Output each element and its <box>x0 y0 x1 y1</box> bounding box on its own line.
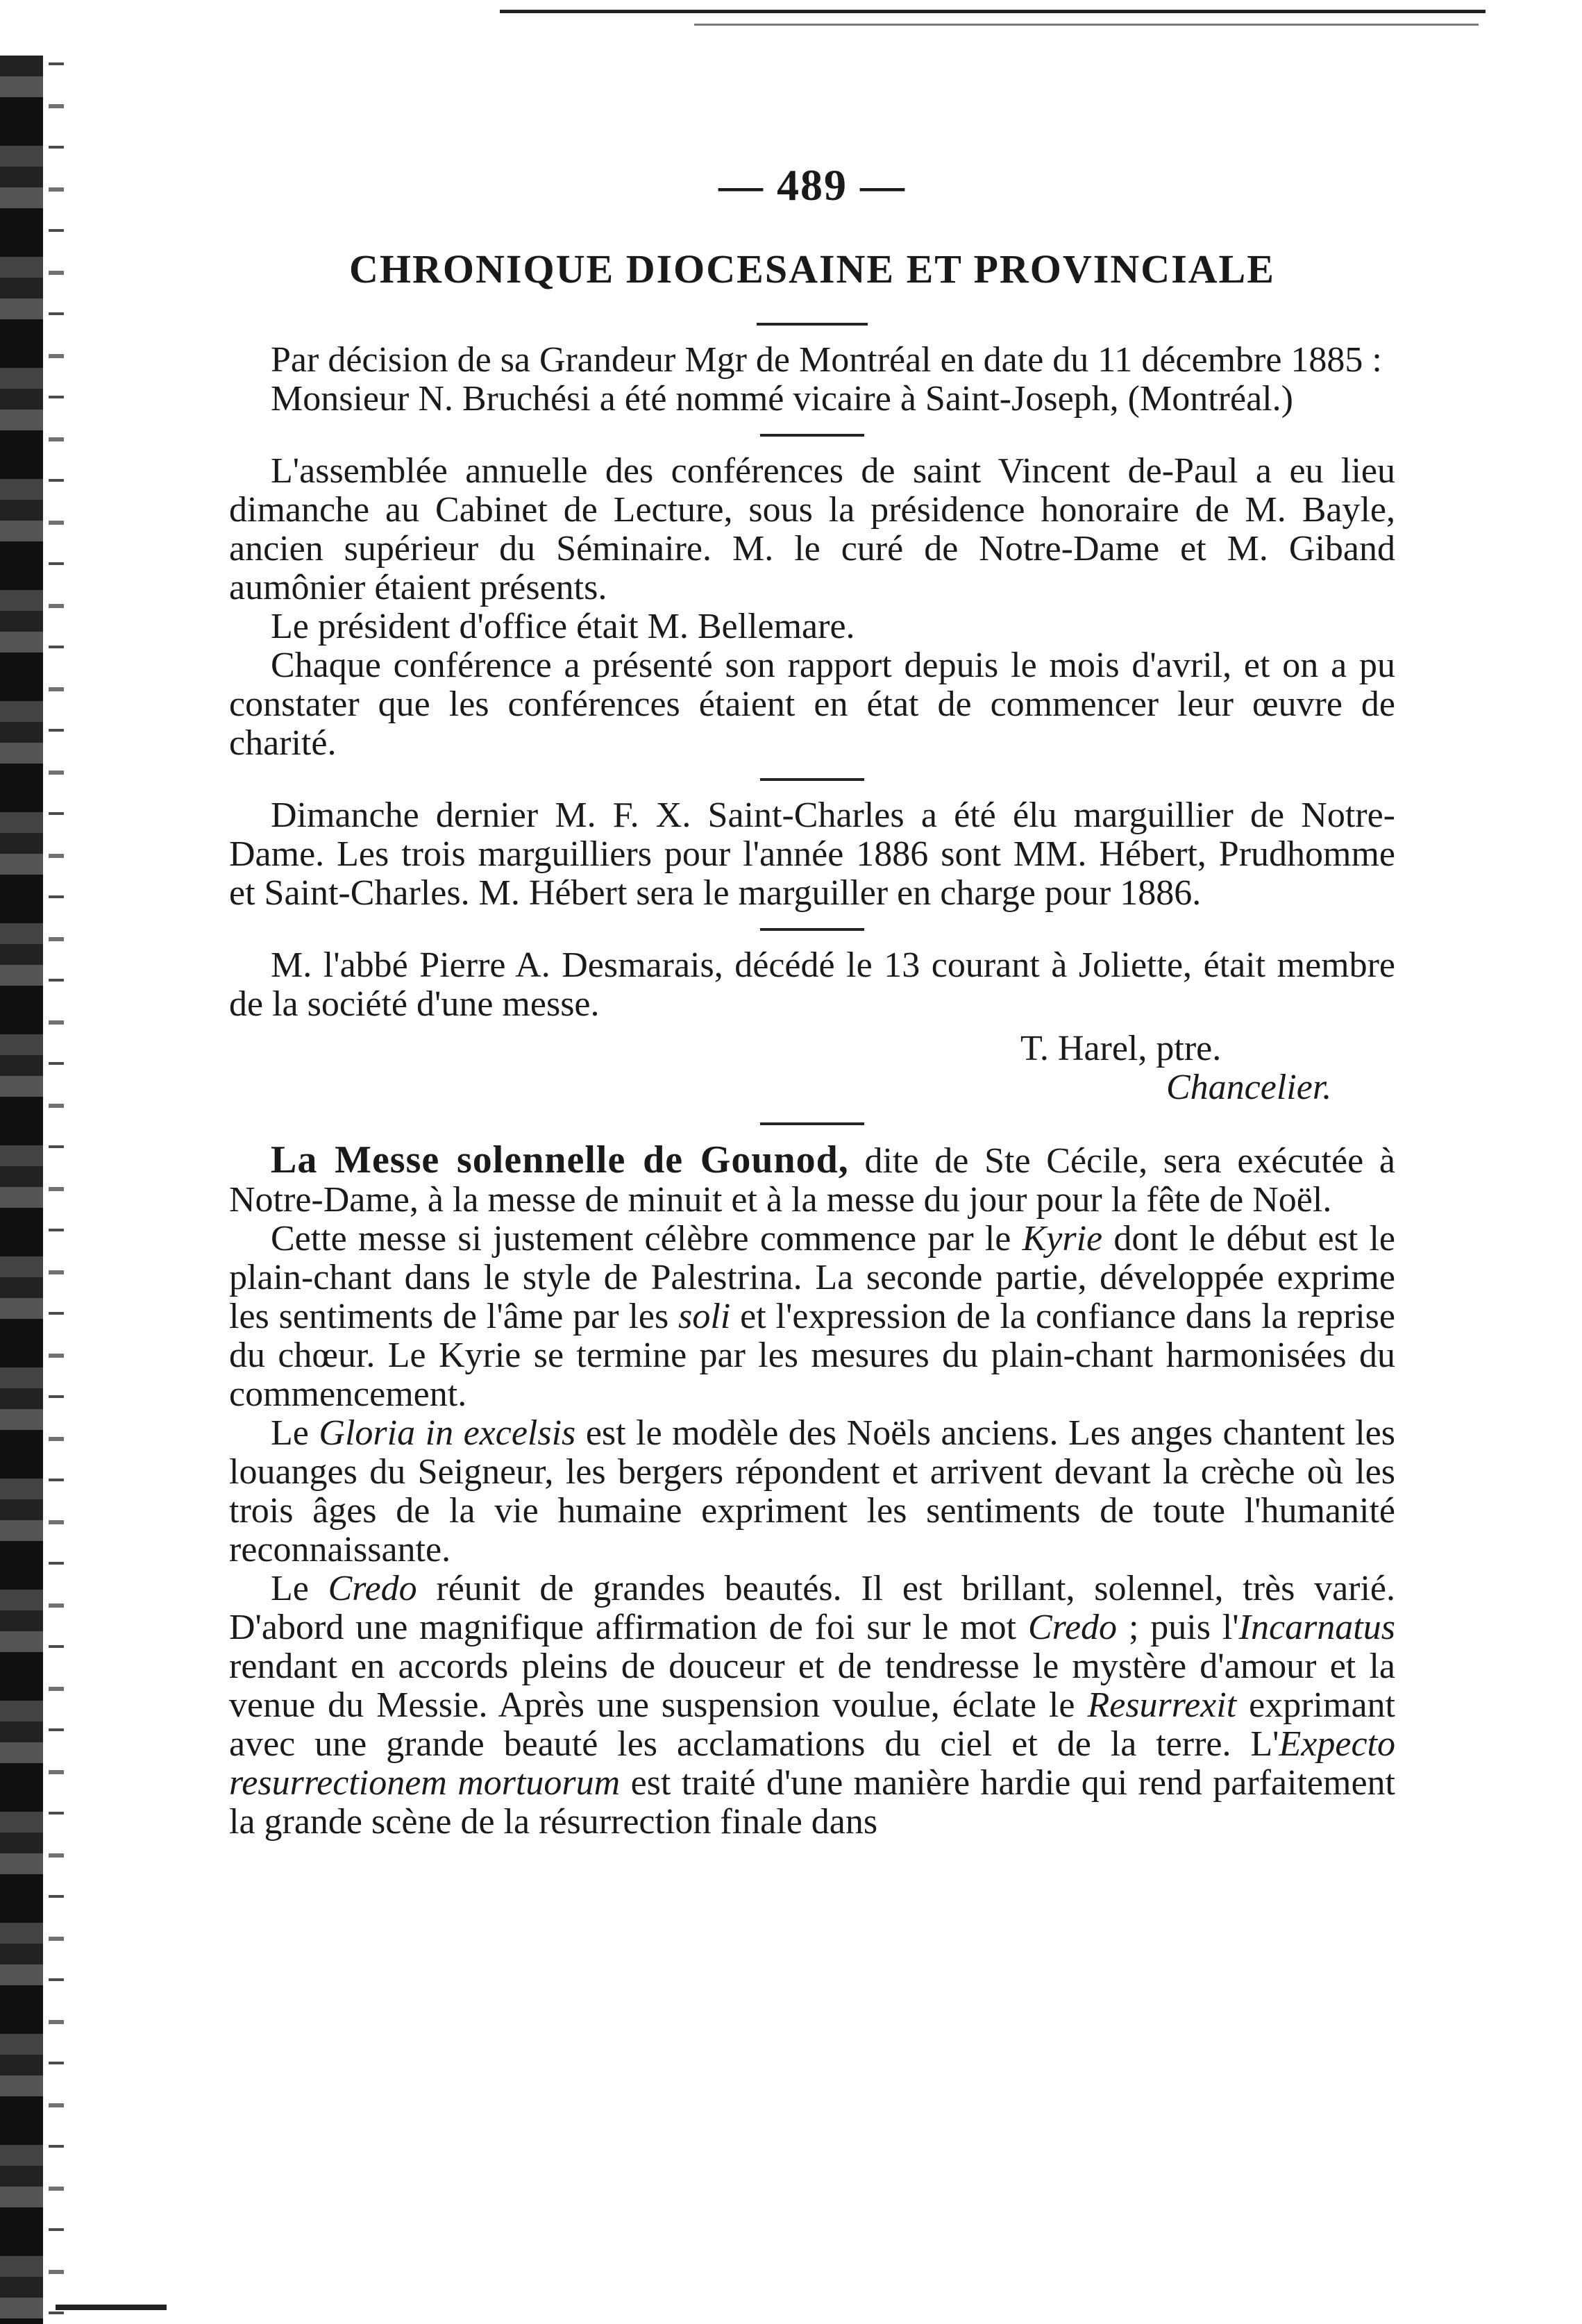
notice-appointment <box>229 341 1395 419</box>
notice-assembly-president: Le président d'office était M. Bellemare. <box>271 607 855 646</box>
notice-appointment-decision: Par décision de sa Grandeur Mgr de Montréal en date du 11 décembre 1885 : <box>271 340 1382 380</box>
notice-assembly-reports: Chaque conférence a présenté son rapport depuis le mois d'avril, et on a pu constater que les conférences étaient en état de commencer leur œuvre de charité. <box>229 646 1395 763</box>
separator-rule <box>760 1122 864 1125</box>
italic-term: Incarnatus <box>1238 1608 1395 1647</box>
signature-role: Chancelier. <box>1166 1068 1332 1107</box>
italic-term: Expecto resurrectionem mortuorum <box>229 1724 1395 1803</box>
notice-assembly-text: L'assemblée annuelle des conférences de saint Vincent de-Paul a eu lieu dimanche au Cabinet de Lecture, sous la présidence honoraire de M. Bayle, ancien supérieur du Séminaire. M. le curé de Notre-Dame et M. Giband aumônier étaient présents. <box>229 451 1395 607</box>
book-binding-edge <box>0 56 43 2324</box>
separator-rule <box>757 323 868 326</box>
article-lead-title: La Messe solennelle de Gounod, <box>271 1138 849 1181</box>
article-paragraph: Le Credo réunit de grandes beautés. Il est brillant, solennel, très varié. D'abord une magnifique affirmation de foi sur le mot Credo ; puis l'Incarnatus rendant en accords pleins de douceur et de tendresse le mystère d'amour et la venue du Messie. Après une suspension voulue, éclate le Resurrexit exprimant avec une grande beauté les acclamations du ciel et de la terre. L'Expecto resurrectionem mortuorum est traité d'une manière hardie qui rend parfaitement la grande scène de la résurrection finale dans <box>229 1569 1396 1842</box>
separator-rule <box>760 778 864 781</box>
article-text: dite de Ste Cécile, sera exécutée à Notre-Dame, à la messe de minuit et à la messe du jour pour la fête de Noël. <box>229 1141 1395 1220</box>
article-gounod-mass <box>229 1140 1395 1842</box>
italic-term: Credo <box>1027 1608 1118 1647</box>
italic-term: soli <box>678 1297 731 1336</box>
separator-rule <box>760 434 864 437</box>
article-paragraph: Cette messe si justement célèbre commence par le Kyrie dont le début est le plain-chant dans le style de Palestrina. La seconde partie, développée exprime les sentiments de l'âme par les soli et l'expression de la confiance dans la reprise du chœur. Le Kyrie se termine par les mesures du plain-chant harmonisées du commencement. <box>229 1219 1395 1414</box>
notice-assembly <box>229 452 1395 763</box>
article-paragraph <box>229 1140 1395 1220</box>
italic-term: Gloria in excelsis <box>319 1413 576 1453</box>
separator-rule <box>760 928 864 931</box>
signature-name: T. Harel, ptre. <box>1020 1029 1222 1068</box>
notice-marguilliers <box>229 796 1395 913</box>
italic-term: Kyrie <box>1022 1219 1103 1258</box>
section-title: CHRONIQUE DIOCESAINE ET PROVINCIALE <box>349 246 1275 292</box>
article-paragraph: Le Gloria in excelsis est le modèle des Noëls anciens. Les anges chantent les louanges du Seigneur, les bergers répondent et arrivent devant la crèche où les trois âges de la vie humaine expriment les sentiments de toute l'humanité reconnaissante. <box>229 1413 1395 1569</box>
top-edge-rule-secondary <box>694 24 1479 28</box>
top-edge-rule <box>500 10 1486 20</box>
italic-term: Credo <box>328 1569 417 1608</box>
italic-term: Resurrexit <box>1087 1685 1237 1725</box>
page-content <box>229 160 1395 1842</box>
bottom-corner-mark <box>56 2305 167 2310</box>
page-number: — 489 — <box>718 160 906 210</box>
binding-stitch-marks <box>49 62 64 2318</box>
signature <box>229 1029 1395 1107</box>
notice-appointment-detail: Monsieur N. Bruchési a été nommé vicaire à Saint-Joseph, (Montréal.) <box>271 379 1293 419</box>
notice-obituary <box>229 946 1395 1107</box>
notice-obituary-text: M. l'abbé Pierre A. Desmarais, décédé le 13 courant à Joliette, était membre de la société d'une messe. <box>229 945 1395 1024</box>
notice-marguilliers-text: Dimanche dernier M. F. X. Saint-Charles a été élu marguillier de Notre-Dame. Les trois marguilliers pour l'année 1886 sont MM. Hébert, Prudhomme et Saint-Charles. M. Hébert sera le marguiller en charge pour 1886. <box>229 795 1395 913</box>
